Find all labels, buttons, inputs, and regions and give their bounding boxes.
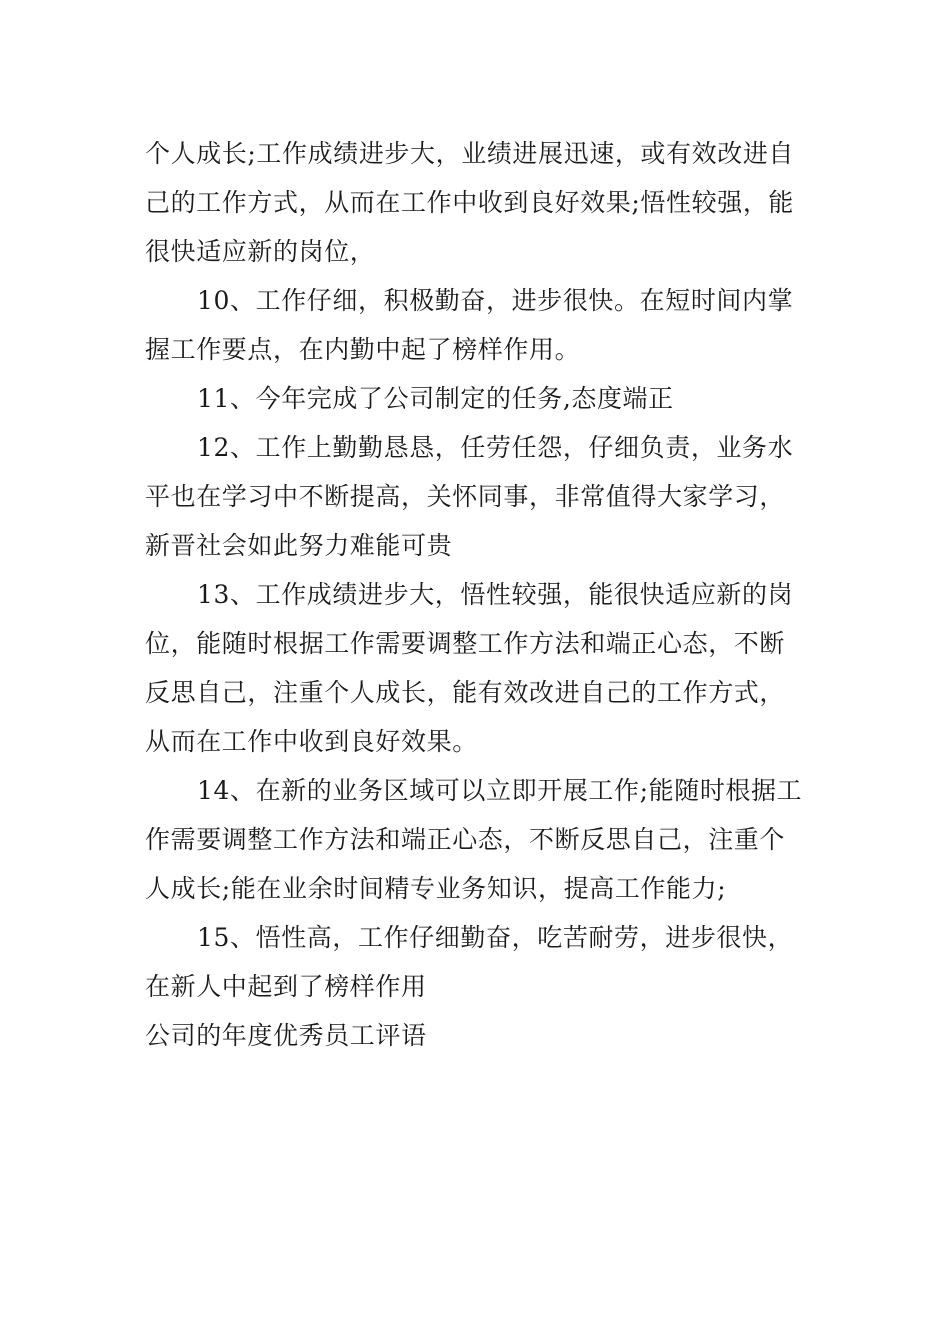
item-14-line: 14、在新的业务区域可以立即开展工作;能随时根据工 (197, 776, 803, 805)
item-15-line: 15、悟性高，工作仔细勤奋，吃苦耐劳，进步很快， (197, 923, 794, 952)
text-line: 己的工作方式，从而在工作中收到良好效果;悟性较强，能 (145, 188, 795, 217)
item-13-line: 13、工作成绩进步大，悟性较强，能很快适应新的岗 (197, 580, 794, 609)
document-body (145, 129, 807, 1060)
text-line: 握工作要点，在内勤中起了榜样作用。 (145, 335, 581, 364)
text-line: 位，能随时根据工作需要调整工作方法和端正心态，不断 (145, 629, 786, 658)
text-line: 人成长;能在业余时间精专业务知识，提高工作能力; (145, 874, 727, 903)
item-12-line: 12、工作上勤勤恳恳，任劳任怨，仔细负责，业务水 (197, 433, 794, 462)
text-line: 新晋社会如此努力难能可贵 (145, 531, 453, 560)
item-10-line: 10、工作仔细，积极勤奋，进步很快。在短时间内掌 (197, 286, 794, 315)
item-11-line: 11、今年完成了公司制定的任务,态度端正 (197, 384, 674, 413)
text-line: 个人成长;工作成绩进步大，业绩进展迅速，或有效改进自 (145, 139, 795, 168)
text-line: 作需要调整工作方法和端正心态，不断反思自己，注重个 (145, 825, 786, 854)
text-line: 在新人中起到了榜样作用 (145, 972, 427, 1001)
document-footer-title: 公司的年度优秀员工评语 (145, 1021, 427, 1050)
text-line: 很快适应新的岗位， (145, 237, 376, 266)
text-line: 平也在学习中不断提高，关怀同事，非常值得大家学习， (145, 482, 786, 511)
text-line: 反思自己，注重个人成长，能有效改进自己的工作方式， (145, 678, 786, 707)
text-line: 从而在工作中收到良好效果。 (145, 727, 478, 756)
